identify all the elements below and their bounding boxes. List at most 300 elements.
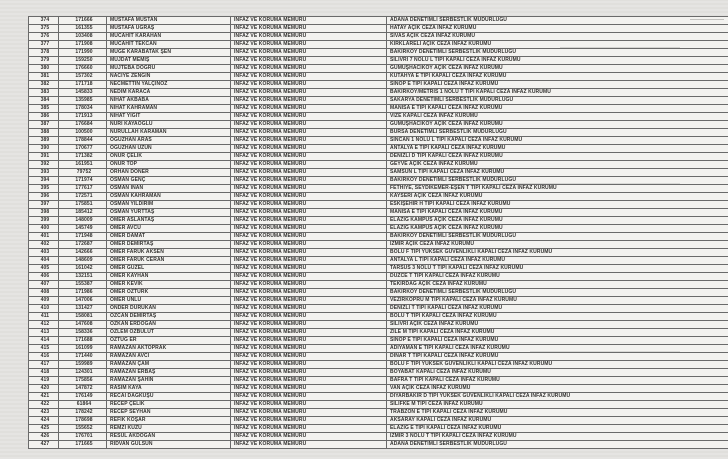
row-number-cell: 374 — [29, 17, 59, 25]
title-cell: İNFAZ VE KORUMA MEMURU — [231, 433, 387, 441]
institution-cell: SİVAS AÇIK CEZA İNFAZ KURUMU — [387, 33, 728, 41]
name-cell: REFİK KOŞAR — [107, 417, 231, 425]
table-row — [29, 353, 728, 361]
name-cell: RASİM KAYA — [107, 385, 231, 393]
title-cell: İNFAZ VE KORUMA MEMURU — [231, 33, 387, 41]
name-cell: ÖMER ÜNLÜ — [107, 297, 231, 305]
registry-number-cell: 161042 — [59, 265, 107, 273]
row-number-cell: 418 — [29, 369, 59, 377]
table-row — [29, 193, 728, 201]
name-cell: OĞUZHAN UZUN — [107, 145, 231, 153]
name-cell: RAMAZAN ŞAHİN — [107, 377, 231, 385]
name-cell: NİHAT AKBABA — [107, 97, 231, 105]
row-number-cell: 414 — [29, 337, 59, 345]
table-row — [29, 345, 728, 353]
table-row — [29, 313, 728, 321]
row-number-cell: 410 — [29, 305, 59, 313]
institution-cell: BOYABAT KAPALI CEZA İNFAZ KURUMU — [387, 369, 728, 377]
registry-number-cell: 159250 — [59, 57, 107, 65]
table-row — [29, 281, 728, 289]
registry-number-cell: 170677 — [59, 145, 107, 153]
table-row — [29, 225, 728, 233]
row-number-cell: 398 — [29, 209, 59, 217]
name-cell: MÜJTEBA DOĞRU — [107, 65, 231, 73]
row-number-cell: 394 — [29, 177, 59, 185]
registry-number-cell: 158081 — [59, 313, 107, 321]
name-cell: ÖMER AVCU — [107, 225, 231, 233]
title-cell: İNFAZ VE KORUMA MEMURU — [231, 361, 387, 369]
registry-number-cell: 171913 — [59, 113, 107, 121]
table-row — [29, 329, 728, 337]
registry-number-cell: 175856 — [59, 377, 107, 385]
registry-number-cell: 145749 — [59, 225, 107, 233]
row-number-cell: 395 — [29, 185, 59, 193]
registry-number-cell: 131427 — [59, 305, 107, 313]
row-number-cell: 407 — [29, 281, 59, 289]
registry-number-cell: 157302 — [59, 73, 107, 81]
row-number-cell: 385 — [29, 105, 59, 113]
table-row — [29, 401, 728, 409]
name-cell: ONUR TOP — [107, 161, 231, 169]
name-cell: NACİYE ZENGİN — [107, 73, 231, 81]
registry-number-cell: 161099 — [59, 345, 107, 353]
table-row — [29, 377, 728, 385]
table-row — [29, 97, 728, 105]
institution-cell: GÜMÜŞHACIKÖY AÇIK CEZA İNFAZ KURUMU — [387, 65, 728, 73]
table-row — [29, 41, 728, 49]
table-row — [29, 25, 728, 33]
name-cell: NİHAT YİĞİT — [107, 113, 231, 121]
title-cell: İNFAZ VE KORUMA MEMURU — [231, 281, 387, 289]
row-number-cell: 423 — [29, 409, 59, 417]
institution-cell: ESKİŞEHİR H TİPİ KAPALI CEZA İNFAZ KURUMU — [387, 201, 728, 209]
table-row — [29, 33, 728, 41]
registry-number-cell: 148009 — [59, 217, 107, 225]
name-cell: NECMETTİN YALÇINÖZ — [107, 81, 231, 89]
registry-number-cell: 100500 — [59, 129, 107, 137]
row-number-cell: 419 — [29, 377, 59, 385]
title-cell: İNFAZ VE KORUMA MEMURU — [231, 241, 387, 249]
table-row — [29, 393, 728, 401]
name-cell: ÖMER DAMAT — [107, 233, 231, 241]
name-cell: RECEP ÇELİK — [107, 401, 231, 409]
table-row — [29, 153, 728, 161]
row-number-cell: 421 — [29, 393, 59, 401]
table-row — [29, 129, 728, 137]
name-cell: ÖZLEM ÖZBULUT — [107, 329, 231, 337]
row-number-cell: 406 — [29, 273, 59, 281]
institution-cell: KÜTAHYA E TİPİ KAPALI CEZA İNFAZ KURUMU — [387, 73, 728, 81]
row-number-cell: 411 — [29, 313, 59, 321]
name-cell: ÖNDER DURUKAN — [107, 305, 231, 313]
registry-number-cell: 147608 — [59, 321, 107, 329]
row-number-cell: 388 — [29, 129, 59, 137]
name-cell: ÖMER ÖZTÜRK — [107, 289, 231, 297]
name-cell: ÖMER KAYHAN — [107, 273, 231, 281]
institution-cell: DÜZCE T TİPİ KAPALI CEZA İNFAZ KURUMU — [387, 273, 728, 281]
row-number-cell: 401 — [29, 233, 59, 241]
row-number-cell: 420 — [29, 385, 59, 393]
name-cell: ÖMER KEVİK — [107, 281, 231, 289]
row-number-cell: 402 — [29, 241, 59, 249]
name-cell: ONUR ÇELİK — [107, 153, 231, 161]
institution-cell: FETHİYE, SEYDİKEMER-EŞEN T TİPİ KAPALI CEZA İNFAZ KURUMU — [387, 185, 728, 193]
registry-number-cell: 171908 — [59, 41, 107, 49]
table-row — [29, 441, 728, 449]
institution-cell: MANİSA E TİPİ KAPALI CEZA İNFAZ KURUMU — [387, 209, 728, 217]
title-cell: İNFAZ VE KORUMA MEMURU — [231, 249, 387, 257]
title-cell: İNFAZ VE KORUMA MEMURU — [231, 17, 387, 25]
registry-number-cell: 171974 — [59, 177, 107, 185]
name-cell: OĞUZHAN ARAS — [107, 137, 231, 145]
institution-cell: VAN AÇIK CEZA İNFAZ KURUMU — [387, 385, 728, 393]
title-cell: İNFAZ VE KORUMA MEMURU — [231, 289, 387, 297]
institution-cell: BOLU T TİPİ KAPALI CEZA İNFAZ KURUMU — [387, 313, 728, 321]
institution-cell: KIRKLARELİ AÇIK CEZA İNFAZ KURUMU — [387, 41, 728, 49]
row-number-cell: 409 — [29, 297, 59, 305]
registry-number-cell: 171948 — [59, 233, 107, 241]
row-number-cell: 389 — [29, 137, 59, 145]
institution-cell: SİNOP E TİPİ KAPALI CEZA İNFAZ KURUMU — [387, 81, 728, 89]
table-row — [29, 113, 728, 121]
table-row — [29, 241, 728, 249]
table-row — [29, 137, 728, 145]
institution-cell: BAFRA T TİPİ KAPALI CEZA İNFAZ KURUMU — [387, 377, 728, 385]
name-cell: OSMAN YURTTAŞ — [107, 209, 231, 217]
name-cell: REMZİ KUZU — [107, 425, 231, 433]
institution-cell: GEYVE AÇIK CEZA İNFAZ KURUMU — [387, 161, 728, 169]
institution-cell: ZİLE M TİPİ KAPALI CEZA İNFAZ KURUMU — [387, 329, 728, 337]
registry-number-cell: 175851 — [59, 201, 107, 209]
registry-number-cell: 178242 — [59, 409, 107, 417]
registry-number-cell: 171666 — [59, 17, 107, 25]
row-number-cell: 383 — [29, 89, 59, 97]
institution-cell: VEZİRKÖPRÜ M TİPİ KAPALI CEZA İNFAZ KURUMU — [387, 297, 728, 305]
registry-number-cell: 171688 — [59, 337, 107, 345]
name-cell: RAMAZAN AVCI — [107, 353, 231, 361]
row-number-cell: 425 — [29, 425, 59, 433]
table-row — [29, 257, 728, 265]
institution-cell: DİYARBAKIR D TİPİ YÜKSEK GÜVENLİKLİ KAPALI CEZA İNFAZ KURUMU — [387, 393, 728, 401]
row-number-cell: 417 — [29, 361, 59, 369]
table-row — [29, 201, 728, 209]
institution-cell: ADANA DENETİMLİ SERBESTLİK MÜDÜRLÜĞÜ — [387, 441, 728, 449]
title-cell: İNFAZ VE KORUMA MEMURU — [231, 121, 387, 129]
registry-number-cell: 176701 — [59, 433, 107, 441]
row-number-cell: 391 — [29, 153, 59, 161]
registry-number-cell: 185412 — [59, 209, 107, 217]
title-cell: İNFAZ VE KORUMA MEMURU — [231, 265, 387, 273]
title-cell: İNFAZ VE KORUMA MEMURU — [231, 41, 387, 49]
table-row — [29, 65, 728, 73]
institution-cell: ELAZIĞ KAMPÜS AÇIK CEZA İNFAZ KURUMU — [387, 217, 728, 225]
registry-number-cell: 147872 — [59, 385, 107, 393]
row-number-cell: 415 — [29, 345, 59, 353]
registry-number-cell: 159989 — [59, 361, 107, 369]
title-cell: İNFAZ VE KORUMA MEMURU — [231, 209, 387, 217]
institution-cell: SİLİVRİ AÇIK CEZA İNFAZ KURUMU — [387, 321, 728, 329]
table-row — [29, 121, 728, 129]
name-cell: RECEP SEYHAN — [107, 409, 231, 417]
table-row — [29, 89, 728, 97]
registry-number-cell: 171382 — [59, 153, 107, 161]
institution-cell: SİNCAN 1 NOLU L TİPİ KAPALI CEZA İNFAZ KURUMU — [387, 137, 728, 145]
row-number-cell: 408 — [29, 289, 59, 297]
name-cell: OSMAN KAHRAMAN — [107, 193, 231, 201]
institution-cell: ADIYAMAN E TİPİ KAPALI CEZA İNFAZ KURUMU — [387, 345, 728, 353]
institution-cell: BAKIRKÖY DENETİMLİ SERBESTLİK MÜDÜRLÜĞÜ — [387, 289, 728, 297]
registry-number-cell: 155387 — [59, 281, 107, 289]
title-cell: İNFAZ VE KORUMA MEMURU — [231, 89, 387, 97]
title-cell: İNFAZ VE KORUMA MEMURU — [231, 257, 387, 265]
table-row — [29, 385, 728, 393]
institution-cell: ELAZIĞ KAMPÜS AÇIK CEZA İNFAZ KURUMU — [387, 225, 728, 233]
row-number-cell: 384 — [29, 97, 59, 105]
title-cell: İNFAZ VE KORUMA MEMURU — [231, 145, 387, 153]
institution-cell: ANTALYA E TİPİ KAPALI CEZA İNFAZ KURUMU — [387, 145, 728, 153]
row-number-cell: 387 — [29, 121, 59, 129]
title-cell: İNFAZ VE KORUMA MEMURU — [231, 345, 387, 353]
row-number-cell: 404 — [29, 257, 59, 265]
table-row — [29, 57, 728, 65]
name-cell: NURULLAH KARAMAN — [107, 129, 231, 137]
institution-cell: TARSUS 3 NOLU T TİPİ KAPALI CEZA İNFAZ KURUMU — [387, 265, 728, 273]
table-row — [29, 409, 728, 417]
table-row — [29, 321, 728, 329]
title-cell: İNFAZ VE KORUMA MEMURU — [231, 169, 387, 177]
title-cell: İNFAZ VE KORUMA MEMURU — [231, 185, 387, 193]
institution-cell: İZMİR AÇIK CEZA İNFAZ KURUMU — [387, 241, 728, 249]
registry-number-cell: 142666 — [59, 249, 107, 257]
institution-cell: SİNOP E TİPİ KAPALI CEZA İNFAZ KURUMU — [387, 337, 728, 345]
title-cell: İNFAZ VE KORUMA MEMURU — [231, 337, 387, 345]
registry-number-cell: 61864 — [59, 401, 107, 409]
name-cell: ÖMER GÜZEL — [107, 265, 231, 273]
row-number-cell: 396 — [29, 193, 59, 201]
title-cell: İNFAZ VE KORUMA MEMURU — [231, 393, 387, 401]
row-number-cell: 381 — [29, 73, 59, 81]
institution-cell: BURSA DENETİMLİ SERBESTLİK MÜDÜRLÜĞÜ — [387, 129, 728, 137]
table-row — [29, 305, 728, 313]
title-cell: İNFAZ VE KORUMA MEMURU — [231, 369, 387, 377]
registry-number-cell: 178034 — [59, 105, 107, 113]
title-cell: İNFAZ VE KORUMA MEMURU — [231, 321, 387, 329]
title-cell: İNFAZ VE KORUMA MEMURU — [231, 81, 387, 89]
title-cell: İNFAZ VE KORUMA MEMURU — [231, 425, 387, 433]
registry-number-cell: 177617 — [59, 185, 107, 193]
title-cell: İNFAZ VE KORUMA MEMURU — [231, 193, 387, 201]
registry-number-cell: 171440 — [59, 353, 107, 361]
registry-number-cell: 148609 — [59, 257, 107, 265]
title-cell: İNFAZ VE KORUMA MEMURU — [231, 201, 387, 209]
title-cell: İNFAZ VE KORUMA MEMURU — [231, 105, 387, 113]
institution-cell: DENİZLİ T TİPİ KAPALI CEZA İNFAZ KURUMU — [387, 305, 728, 313]
registry-number-cell: 161355 — [59, 25, 107, 33]
title-cell: İNFAZ VE KORUMA MEMURU — [231, 57, 387, 65]
row-number-cell: 405 — [29, 265, 59, 273]
title-cell: İNFAZ VE KORUMA MEMURU — [231, 65, 387, 73]
table-row — [29, 105, 728, 113]
registry-number-cell: 132151 — [59, 273, 107, 281]
table-row — [29, 49, 728, 57]
institution-cell: SİLİFKE M TİPİ CEZA İNFAZ KURUMU — [387, 401, 728, 409]
row-number-cell: 375 — [29, 25, 59, 33]
table-row — [29, 209, 728, 217]
row-number-cell: 422 — [29, 401, 59, 409]
institution-cell: BOLU F TİPİ YÜKSEK GÜVENLİKLİ KAPALI CEZA İNFAZ KURUMU — [387, 361, 728, 369]
institution-cell: BAKIRKÖY DENETİMLİ SERBESTLİK MÜDÜRLÜĞÜ — [387, 177, 728, 185]
row-number-cell: 379 — [29, 57, 59, 65]
title-cell: İNFAZ VE KORUMA MEMURU — [231, 137, 387, 145]
row-number-cell: 413 — [29, 329, 59, 337]
name-cell: ÖZCAN DEMİRTAŞ — [107, 313, 231, 321]
row-number-cell: 386 — [29, 113, 59, 121]
row-number-cell: 377 — [29, 41, 59, 49]
title-cell: İNFAZ VE KORUMA MEMURU — [231, 113, 387, 121]
title-cell: İNFAZ VE KORUMA MEMURU — [231, 49, 387, 57]
table-row — [29, 337, 728, 345]
row-number-cell: 427 — [29, 441, 59, 449]
title-cell: İNFAZ VE KORUMA MEMURU — [231, 377, 387, 385]
title-cell: İNFAZ VE KORUMA MEMURU — [231, 73, 387, 81]
title-cell: İNFAZ VE KORUMA MEMURU — [231, 161, 387, 169]
registry-number-cell: 176684 — [59, 121, 107, 129]
table-row — [29, 273, 728, 281]
institution-cell: BOLU F TİPİ YÜKSEK GÜVENLİKLİ KAPALI CEZA İNFAZ KURUMU — [387, 249, 728, 257]
title-cell: İNFAZ VE KORUMA MEMURU — [231, 129, 387, 137]
institution-cell: BAKIRKÖY/METRİS 1 NOLU T TİPİ KAPALI CEZA İNFAZ KURUMU — [387, 89, 728, 97]
registry-number-cell: 176149 — [59, 393, 107, 401]
institution-cell: BAKIRKÖY DENETİMLİ SERBESTLİK MÜDÜRLÜĞÜ — [387, 233, 728, 241]
registry-number-cell: 124301 — [59, 369, 107, 377]
registry-number-cell: 171986 — [59, 289, 107, 297]
name-cell: ÖMER FARUK AKSEN — [107, 249, 231, 257]
institution-cell: TEKİRDAĞ AÇIK CEZA İNFAZ KURUMU — [387, 281, 728, 289]
name-cell: NEDİM KARACA — [107, 89, 231, 97]
institution-cell: HATAY AÇIK CEZA İNFAZ KURUMU — [387, 25, 728, 33]
name-cell: RIDVAN GÜLSÜN — [107, 441, 231, 449]
institution-cell: BAKIRKÖY DENETİMLİ SERBESTLİK MÜDÜRLÜĞÜ — [387, 49, 728, 57]
registry-number-cell: 161951 — [59, 161, 107, 169]
institution-cell: SAMSUN L TİPİ KAPALI CEZA İNFAZ KURUMU — [387, 169, 728, 177]
registry-number-cell: 158336 — [59, 329, 107, 337]
registry-number-cell: 79752 — [59, 169, 107, 177]
title-cell: İNFAZ VE KORUMA MEMURU — [231, 273, 387, 281]
name-cell: ÖMER ASLANTAŞ — [107, 217, 231, 225]
name-cell: MÜGE KARABATAK ŞEN — [107, 49, 231, 57]
title-cell: İNFAZ VE KORUMA MEMURU — [231, 409, 387, 417]
name-cell: MÜJDAT MEMİŞ — [107, 57, 231, 65]
table-row — [29, 169, 728, 177]
row-number-cell: 378 — [29, 49, 59, 57]
registry-number-cell: 135985 — [59, 97, 107, 105]
institution-cell: İZMİR 3 NOLU T TİPİ KAPALI CEZA İNFAZ KURUMU — [387, 433, 728, 441]
name-cell: RAMAZAN ÇAM — [107, 361, 231, 369]
registry-number-cell: 103408 — [59, 33, 107, 41]
table-row — [29, 73, 728, 81]
title-cell: İNFAZ VE KORUMA MEMURU — [231, 233, 387, 241]
title-cell: İNFAZ VE KORUMA MEMURU — [231, 297, 387, 305]
row-number-cell: 412 — [29, 321, 59, 329]
registry-number-cell: 172571 — [59, 193, 107, 201]
name-cell: RAMAZAN ERBAŞ — [107, 369, 231, 377]
title-cell: İNFAZ VE KORUMA MEMURU — [231, 225, 387, 233]
registry-number-cell: 171990 — [59, 49, 107, 57]
document-sheet — [28, 16, 720, 449]
table-row — [29, 233, 728, 241]
name-cell: ÖMER FARUK CERAN — [107, 257, 231, 265]
table-row — [29, 145, 728, 153]
table-row — [29, 265, 728, 273]
name-cell: OSMAN YILDIRIM — [107, 201, 231, 209]
registry-number-cell: 172687 — [59, 241, 107, 249]
name-cell: OSMAN İNAN — [107, 185, 231, 193]
name-cell: NİHAT KAHRAMAN — [107, 105, 231, 113]
institution-cell: TRABZON E TİPİ KAPALI CEZA İNFAZ KURUMU — [387, 409, 728, 417]
title-cell: İNFAZ VE KORUMA MEMURU — [231, 217, 387, 225]
registry-number-cell: 171665 — [59, 441, 107, 449]
table-row — [29, 185, 728, 193]
institution-cell: AKSARAY KAPALI CEZA İNFAZ KURUMU — [387, 417, 728, 425]
name-cell: ÖZKAN ERDOĞAN — [107, 321, 231, 329]
name-cell: MÜCAHİT KARAHAN — [107, 33, 231, 41]
row-number-cell: 392 — [29, 161, 59, 169]
table-row — [29, 425, 728, 433]
institution-cell: GÜMÜŞHACIKÖY AÇIK CEZA İNFAZ KURUMU — [387, 121, 728, 129]
registry-number-cell: 147006 — [59, 297, 107, 305]
row-number-cell: 403 — [29, 249, 59, 257]
institution-cell: MANİSA E TİPİ KAPALI CEZA İNFAZ KURUMU — [387, 105, 728, 113]
registry-number-cell: 176660 — [59, 65, 107, 73]
institution-cell: SAKARYA DENETİMLİ SERBESTLİK MÜDÜRLÜĞÜ — [387, 97, 728, 105]
name-cell: ORHAN DÖNER — [107, 169, 231, 177]
row-number-cell: 399 — [29, 217, 59, 225]
row-number-cell: 393 — [29, 169, 59, 177]
title-cell: İNFAZ VE KORUMA MEMURU — [231, 441, 387, 449]
table-row — [29, 433, 728, 441]
institution-cell: SİLİVRİ 7 NOLU L TİPİ KAPALI CEZA İNFAZ KURUMU — [387, 57, 728, 65]
institution-cell: ANTALYA L TİPİ KAPALI CEZA İNFAZ KURUMU — [387, 257, 728, 265]
name-cell: RECAİ DAĞKUŞU — [107, 393, 231, 401]
table-row — [29, 177, 728, 185]
title-cell: İNFAZ VE KORUMA MEMURU — [231, 177, 387, 185]
name-cell: RAMAZAN AKTOPRAK — [107, 345, 231, 353]
title-cell: İNFAZ VE KORUMA MEMURU — [231, 153, 387, 161]
table-row — [29, 361, 728, 369]
row-number-cell: 426 — [29, 433, 59, 441]
institution-cell: ELAZIĞ E TİPİ KAPALI CEZA İNFAZ KURUMU — [387, 425, 728, 433]
row-number-cell: 390 — [29, 145, 59, 153]
name-cell: RESUL AKDOĞAN — [107, 433, 231, 441]
name-cell: ÖZTUĞ ER — [107, 337, 231, 345]
name-cell: NURİ KAYAOĞLU — [107, 121, 231, 129]
name-cell: MUSTAFA MUSTAN — [107, 17, 231, 25]
institution-cell: ADANA DENETİMLİ SERBESTLİK MÜDÜRLÜĞÜ — [387, 17, 728, 25]
row-number-cell: 397 — [29, 201, 59, 209]
registry-number-cell: 155652 — [59, 425, 107, 433]
name-cell: MÜCAHİT TEKCAN — [107, 41, 231, 49]
row-number-cell: 382 — [29, 81, 59, 89]
title-cell: İNFAZ VE KORUMA MEMURU — [231, 313, 387, 321]
row-number-cell: 400 — [29, 225, 59, 233]
title-cell: İNFAZ VE KORUMA MEMURU — [231, 353, 387, 361]
registry-number-cell: 145833 — [59, 89, 107, 97]
name-cell: MUSTAFA UĞRAŞ — [107, 25, 231, 33]
title-cell: İNFAZ VE KORUMA MEMURU — [231, 305, 387, 313]
title-cell: İNFAZ VE KORUMA MEMURU — [231, 97, 387, 105]
row-number-cell: 380 — [29, 65, 59, 73]
title-cell: İNFAZ VE KORUMA MEMURU — [231, 385, 387, 393]
